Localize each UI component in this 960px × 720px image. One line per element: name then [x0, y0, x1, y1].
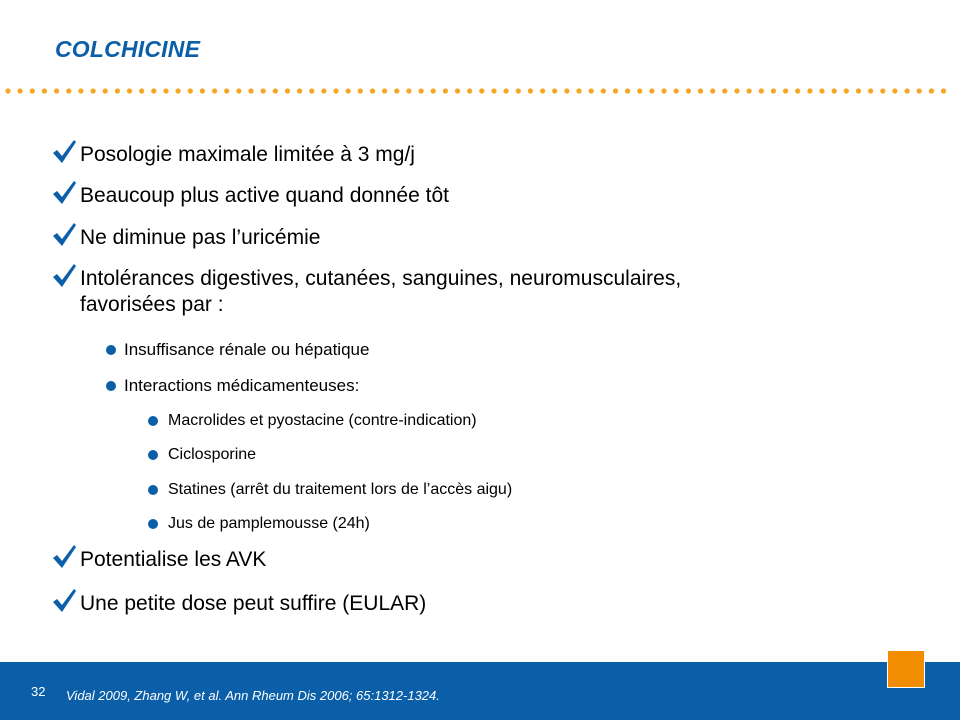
separator-dot: [394, 88, 399, 93]
separator-dot: [30, 88, 35, 93]
slide-title: COLCHICINE: [55, 36, 201, 62]
separator-dot: [5, 88, 10, 93]
separator-dot: [188, 88, 193, 93]
separator-dot: [479, 88, 484, 93]
separator-dot: [54, 88, 59, 93]
dotted-separator: [0, 84, 960, 98]
separator-dot: [734, 88, 739, 93]
separator-dot: [406, 88, 411, 93]
sub-sub-item: [168, 514, 370, 534]
separator-dot: [127, 88, 132, 93]
sub-sub-item: [168, 445, 256, 465]
orange-square: [887, 650, 925, 688]
separator-dot: [552, 88, 557, 93]
separator-dot: [467, 88, 472, 93]
sub-sub-item-text: Jus de pamplemousse (24h): [168, 515, 370, 532]
bullet-dot-icon: [106, 345, 116, 355]
separator-dot: [66, 88, 71, 93]
separator-dot: [358, 88, 363, 93]
separator-dot: [795, 88, 800, 93]
sub-sub-item: [168, 411, 477, 431]
checkmark-icon: [50, 543, 78, 571]
separator-dot: [297, 88, 302, 93]
separator-dot: [892, 88, 897, 93]
separator-dot: [91, 88, 96, 93]
separator-dot: [370, 88, 375, 93]
separator-dot: [905, 88, 910, 93]
separator-dot: [576, 88, 581, 93]
checkmark-icon: [50, 221, 78, 249]
separator-dot: [589, 88, 594, 93]
separator-dot: [115, 88, 120, 93]
sub-sub-item: [168, 480, 512, 500]
separator-dot: [151, 88, 156, 93]
separator-dot: [807, 88, 812, 93]
separator-dot: [382, 88, 387, 93]
separator-dot: [224, 88, 229, 93]
bullet-dot-icon: [148, 519, 158, 529]
separator-dot: [637, 88, 642, 93]
separator-dot: [200, 88, 205, 93]
separator-dot: [686, 88, 691, 93]
sub-item-text: Insuffisance rénale ou hépatique: [124, 340, 370, 359]
separator-dot: [540, 88, 545, 93]
reference-text: Vidal 2009, Zhang W, et al. Ann Rheum Dis 2006; 65:1312-1324.: [66, 688, 440, 703]
bullet-text: Posologie maximale limitée à 3 mg/j: [80, 143, 415, 166]
separator-dot: [625, 88, 630, 93]
bullet-item: [80, 591, 426, 617]
bullet-text-line1: Intolérances digestives, cutanées, sanguines, neuromusculaires,: [80, 267, 682, 290]
separator-dot: [856, 88, 861, 93]
separator-dot: [832, 88, 837, 93]
separator-dot: [564, 88, 569, 93]
bullet-text: Ne diminue pas l’uricémie: [80, 226, 321, 249]
bullet-dot-icon: [148, 485, 158, 495]
checkmark-icon: [50, 179, 78, 207]
separator-dot: [176, 88, 181, 93]
separator-dot: [516, 88, 521, 93]
separator-dot: [722, 88, 727, 93]
separator-dot: [771, 88, 776, 93]
checkmark-icon: [50, 138, 78, 166]
separator-dot: [917, 88, 922, 93]
checkmark-icon: [50, 587, 78, 615]
separator-dot: [455, 88, 460, 93]
separator-dot: [747, 88, 752, 93]
separator-dot: [419, 88, 424, 93]
sub-item-text: Interactions médicamenteuses:: [124, 376, 360, 395]
separator-dot: [346, 88, 351, 93]
separator-dot: [443, 88, 448, 93]
separator-dot: [236, 88, 241, 93]
separator-dot: [18, 88, 23, 93]
separator-dot: [273, 88, 278, 93]
separator-dot: [309, 88, 314, 93]
separator-dot: [783, 88, 788, 93]
separator-dot: [139, 88, 144, 93]
sub-sub-item-text: Statines (arrêt du traitement lors de l’accès aigu): [168, 481, 513, 498]
separator-dot: [844, 88, 849, 93]
separator-dot: [504, 88, 509, 93]
separator-dot: [710, 88, 715, 93]
bullet-dot-icon: [148, 450, 158, 460]
separator-dot: [868, 88, 873, 93]
separator-dot: [321, 88, 326, 93]
bullet-item: [80, 266, 681, 318]
sub-sub-item-text: Ciclosporine: [168, 446, 257, 463]
bullet-item: [80, 142, 415, 168]
separator-dot: [212, 88, 217, 93]
bullet-text-line2: favorisées par :: [80, 293, 224, 316]
separator-dot: [431, 88, 436, 93]
separator-dot: [674, 88, 679, 93]
bullet-text: Une petite dose peut suffire (EULAR): [80, 592, 427, 615]
separator-dot: [941, 88, 946, 93]
sub-item: [124, 340, 369, 360]
separator-dot: [491, 88, 496, 93]
bullet-text: Beaucoup plus active quand donnée tôt: [80, 184, 449, 207]
separator-dot: [285, 88, 290, 93]
separator-dot: [42, 88, 47, 93]
separator-dot: [819, 88, 824, 93]
sub-item: [124, 376, 359, 396]
separator-dot: [698, 88, 703, 93]
separator-dot: [333, 88, 338, 93]
bullet-dot-icon: [148, 416, 158, 426]
separator-dot: [261, 88, 266, 93]
separator-dot: [528, 88, 533, 93]
separator-dot: [613, 88, 618, 93]
separator-dot: [103, 88, 108, 93]
separator-dot: [649, 88, 654, 93]
bullet-item: [80, 183, 449, 209]
separator-dot: [78, 88, 83, 93]
bullet-item: [80, 225, 320, 251]
bullet-item: [80, 547, 266, 573]
checkmark-icon: [50, 262, 78, 290]
bullet-dot-icon: [106, 381, 116, 391]
separator-dot: [929, 88, 934, 93]
page-number: 32: [31, 684, 46, 699]
sub-sub-item-text: Macrolides et pyostacine (contre-indication): [168, 412, 477, 429]
separator-dot: [662, 88, 667, 93]
footer-bar: [0, 662, 960, 720]
separator-dot: [601, 88, 606, 93]
separator-dot: [880, 88, 885, 93]
bullet-text: Potentialise les AVK: [80, 548, 267, 571]
separator-dot: [163, 88, 168, 93]
separator-dot: [248, 88, 253, 93]
separator-dot: [759, 88, 764, 93]
